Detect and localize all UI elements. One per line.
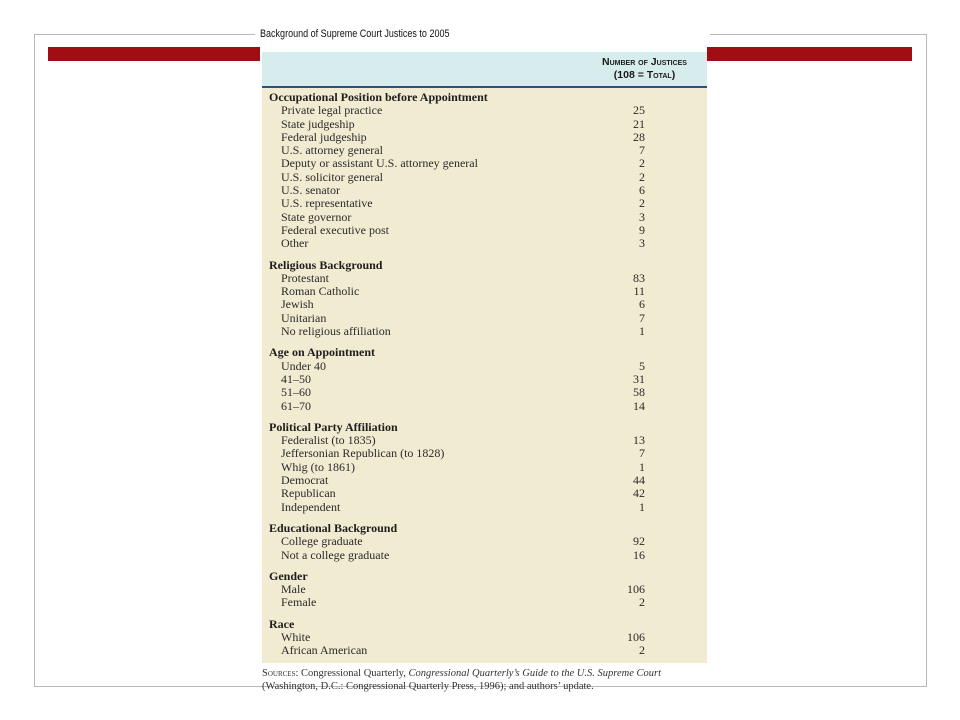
sources-book-title: Congressional Quarterly’s Guide to the U.S. Supreme Court bbox=[408, 668, 661, 679]
row-label: Independent bbox=[281, 499, 341, 514]
table-row bbox=[262, 461, 707, 474]
row-label: Federalist (to 1835) bbox=[281, 433, 376, 448]
accent-band-left bbox=[48, 47, 260, 61]
table-section bbox=[262, 570, 707, 610]
table-row bbox=[262, 312, 707, 325]
table-row bbox=[262, 360, 707, 373]
table-row bbox=[262, 583, 707, 596]
row-value: 42 bbox=[633, 486, 645, 501]
row-label: U.S. attorney general bbox=[281, 143, 383, 158]
table-row bbox=[262, 474, 707, 487]
row-label: 51–60 bbox=[281, 385, 311, 400]
row-label: Federal judgeship bbox=[281, 129, 367, 144]
table-row bbox=[262, 535, 707, 548]
table-row bbox=[262, 184, 707, 197]
table-row bbox=[262, 171, 707, 184]
table-row bbox=[262, 197, 707, 210]
row-value: 2 bbox=[639, 156, 645, 171]
row-label: Federal executive post bbox=[281, 222, 389, 237]
row-value: 6 bbox=[639, 297, 645, 312]
row-label: African American bbox=[281, 643, 368, 658]
table-row bbox=[262, 325, 707, 338]
row-label: 41–50 bbox=[281, 371, 311, 386]
section-title: Educational Background bbox=[269, 520, 398, 535]
table-row bbox=[262, 104, 707, 117]
row-label: State governor bbox=[281, 209, 352, 224]
sources-text-after: (Washington, D.C.: Congressional Quarterly Press, 1996); and authors’ update. bbox=[262, 681, 594, 692]
section-title: Religious Background bbox=[269, 257, 383, 272]
row-value: 58 bbox=[633, 385, 645, 400]
table-row bbox=[262, 631, 707, 644]
table-row bbox=[262, 386, 707, 399]
row-label: U.S. senator bbox=[281, 183, 340, 198]
table-row bbox=[262, 434, 707, 447]
table-row bbox=[262, 211, 707, 224]
row-value: 44 bbox=[633, 473, 645, 488]
row-value: 106 bbox=[627, 582, 645, 597]
row-label: Roman Catholic bbox=[281, 284, 360, 299]
column-header-line-1: Number of Justices bbox=[602, 56, 687, 68]
row-label: State judgeship bbox=[281, 116, 355, 131]
table-section bbox=[262, 91, 707, 251]
sources-note bbox=[262, 667, 707, 693]
justices-table bbox=[262, 52, 707, 663]
table-row bbox=[262, 644, 707, 657]
table-row bbox=[262, 549, 707, 562]
table-row bbox=[262, 237, 707, 250]
section-title: Political Party Affiliation bbox=[269, 419, 398, 434]
row-label: No religious affiliation bbox=[281, 324, 391, 339]
row-value: 5 bbox=[639, 358, 645, 373]
table-row bbox=[262, 131, 707, 144]
table-section bbox=[262, 259, 707, 339]
row-value: 13 bbox=[633, 433, 645, 448]
row-value: 106 bbox=[627, 629, 645, 644]
table-row bbox=[262, 157, 707, 170]
row-value: 7 bbox=[639, 310, 645, 325]
row-label: U.S. solicitor general bbox=[281, 169, 383, 184]
section-title: Age on Appointment bbox=[269, 345, 376, 360]
row-label: Private legal practice bbox=[281, 103, 383, 118]
row-label: Jeffersonian Republican (to 1828) bbox=[281, 446, 445, 461]
table-section bbox=[262, 346, 707, 412]
table-row bbox=[262, 298, 707, 311]
table-row bbox=[262, 400, 707, 413]
table-row bbox=[262, 373, 707, 386]
table-row bbox=[262, 224, 707, 237]
table-section bbox=[262, 522, 707, 562]
row-value: 9 bbox=[639, 222, 645, 237]
row-label: White bbox=[281, 629, 311, 644]
table-row bbox=[262, 487, 707, 500]
row-value: 1 bbox=[639, 459, 645, 474]
figure-title: Background of Supreme Court Justices to 2005 bbox=[260, 28, 450, 40]
row-value: 3 bbox=[639, 209, 645, 224]
table-row bbox=[262, 144, 707, 157]
column-header bbox=[582, 56, 707, 82]
table-row bbox=[262, 272, 707, 285]
table-row bbox=[262, 118, 707, 131]
row-label: 61–70 bbox=[281, 398, 311, 413]
accent-band-right bbox=[707, 47, 912, 61]
table-row bbox=[262, 447, 707, 460]
row-value: 7 bbox=[639, 143, 645, 158]
section-title: Occupational Position before Appointment bbox=[269, 90, 488, 104]
row-label: Male bbox=[281, 582, 306, 597]
table-body bbox=[262, 91, 707, 666]
row-value: 92 bbox=[633, 534, 645, 549]
sources-text-before: Congressional Quarterly, bbox=[298, 668, 409, 679]
row-value: 11 bbox=[633, 284, 645, 299]
row-label: Protestant bbox=[281, 270, 329, 285]
row-label: Not a college graduate bbox=[281, 547, 390, 562]
row-value: 28 bbox=[633, 129, 645, 144]
row-value: 6 bbox=[639, 183, 645, 198]
row-label: Unitarian bbox=[281, 310, 327, 325]
row-value: 2 bbox=[639, 595, 645, 610]
section-title: Gender bbox=[269, 568, 308, 583]
row-label: Whig (to 1861) bbox=[281, 459, 355, 474]
table-section bbox=[262, 421, 707, 514]
row-label: Deputy or assistant U.S. attorney general bbox=[281, 156, 478, 171]
row-value: 7 bbox=[639, 446, 645, 461]
row-label: Jewish bbox=[281, 297, 314, 312]
row-value: 25 bbox=[633, 103, 645, 118]
column-header-line-2: (108 = Total) bbox=[613, 69, 676, 81]
table-header bbox=[262, 52, 707, 88]
row-label: Under 40 bbox=[281, 358, 326, 373]
row-label: U.S. representative bbox=[281, 196, 373, 211]
row-value: 21 bbox=[633, 116, 645, 131]
row-value: 1 bbox=[639, 499, 645, 514]
row-label: Other bbox=[281, 236, 309, 251]
row-value: 31 bbox=[633, 371, 645, 386]
row-value: 2 bbox=[639, 196, 645, 211]
table-row bbox=[262, 285, 707, 298]
section-title: Race bbox=[269, 616, 295, 631]
row-value: 1 bbox=[639, 324, 645, 339]
row-label: Republican bbox=[281, 486, 336, 501]
sources-label: Sources: bbox=[262, 668, 299, 679]
row-value: 2 bbox=[639, 169, 645, 184]
row-label: Democrat bbox=[281, 473, 329, 488]
row-value: 16 bbox=[633, 547, 645, 562]
row-value: 83 bbox=[633, 270, 645, 285]
row-value: 14 bbox=[633, 398, 645, 413]
row-label: Female bbox=[281, 595, 317, 610]
table-row bbox=[262, 501, 707, 514]
row-value: 2 bbox=[639, 643, 645, 658]
row-label: College graduate bbox=[281, 534, 363, 549]
row-value: 3 bbox=[639, 236, 645, 251]
table-section bbox=[262, 618, 707, 658]
table-row bbox=[262, 596, 707, 609]
